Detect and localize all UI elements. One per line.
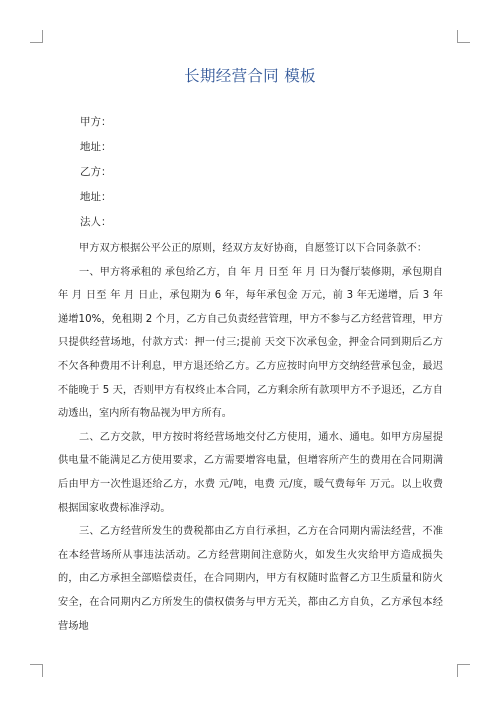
party-a-address-label: 地址： — [80, 141, 112, 153]
legal-representative-label: 法人： — [80, 216, 112, 228]
crop-mark-bottom-left — [30, 664, 43, 677]
party-b-label: 乙方： — [80, 166, 112, 178]
clause-2-paragraph: 二、乙方交款，甲方按时将经营场地交付乙方使用，通水、通电。如甲方房屋提供电量不能满足乙方使用要求，乙方需要增容电量，但增容所产生的费用在合同期满后由甲方一次性退还给乙方，水费 元/吨，电费 元/度，暖气费每年 万元。以上收费根据国家收费标准浮动。 — [58, 431, 443, 514]
crop-mark-top-right — [457, 30, 470, 43]
clause-3-paragraph: 三、乙方经营所发生的费税都由乙方自行承担，乙方在合同期内需法经营，不准在本经营场所从事违法活动。乙方经营期间注意防火，如发生火灾给甲方造成损失的，由乙方承担全部赔偿责任，在合同期内，甲方有权随时监督乙方卫生质量和防火安全，在合同期内乙方所发生的债权债务与甲方无关，都由乙方自负，乙方承包本经营场地 — [58, 526, 443, 632]
crop-mark-bottom-right — [457, 664, 470, 677]
party-b-address-label: 地址： — [80, 191, 112, 203]
party-a-label: 甲方： — [80, 116, 112, 128]
contract-body — [58, 237, 443, 638]
clause-1-paragraph: 一、甲方将承租的 承包给乙方，自 年 月 日至 年 月 日为餐厅装修期，承包期自 年 月 日至 年 月 日止，承包期为 6 年，每年承包金 万元，前 3 年无递增，后 3 年递增10%，免租期 2 个月，乙方自己负责经营管理，甲方不参与乙方经营管理，甲方只提供经营场地，付款方式：押一付三;提前 天交下次承包金，押金合同到期后乙方不欠各种费用不计利息，甲方退还给乙方。乙方应按时向甲方交纳经营承包金，最迟不能晚于 5 天，否则甲方有权终止本合同，乙方剩余所有款项甲方不予退还，乙方自动透出，室内所有物品视为甲方所有。 — [58, 266, 443, 420]
intro-paragraph: 甲方双方根据公平公正的原则，经双方友好协商，自愿签订以下合同条款不： — [79, 243, 428, 254]
document-title: 长期经营合同 模板 — [184, 67, 316, 85]
crop-mark-top-left — [30, 30, 43, 43]
